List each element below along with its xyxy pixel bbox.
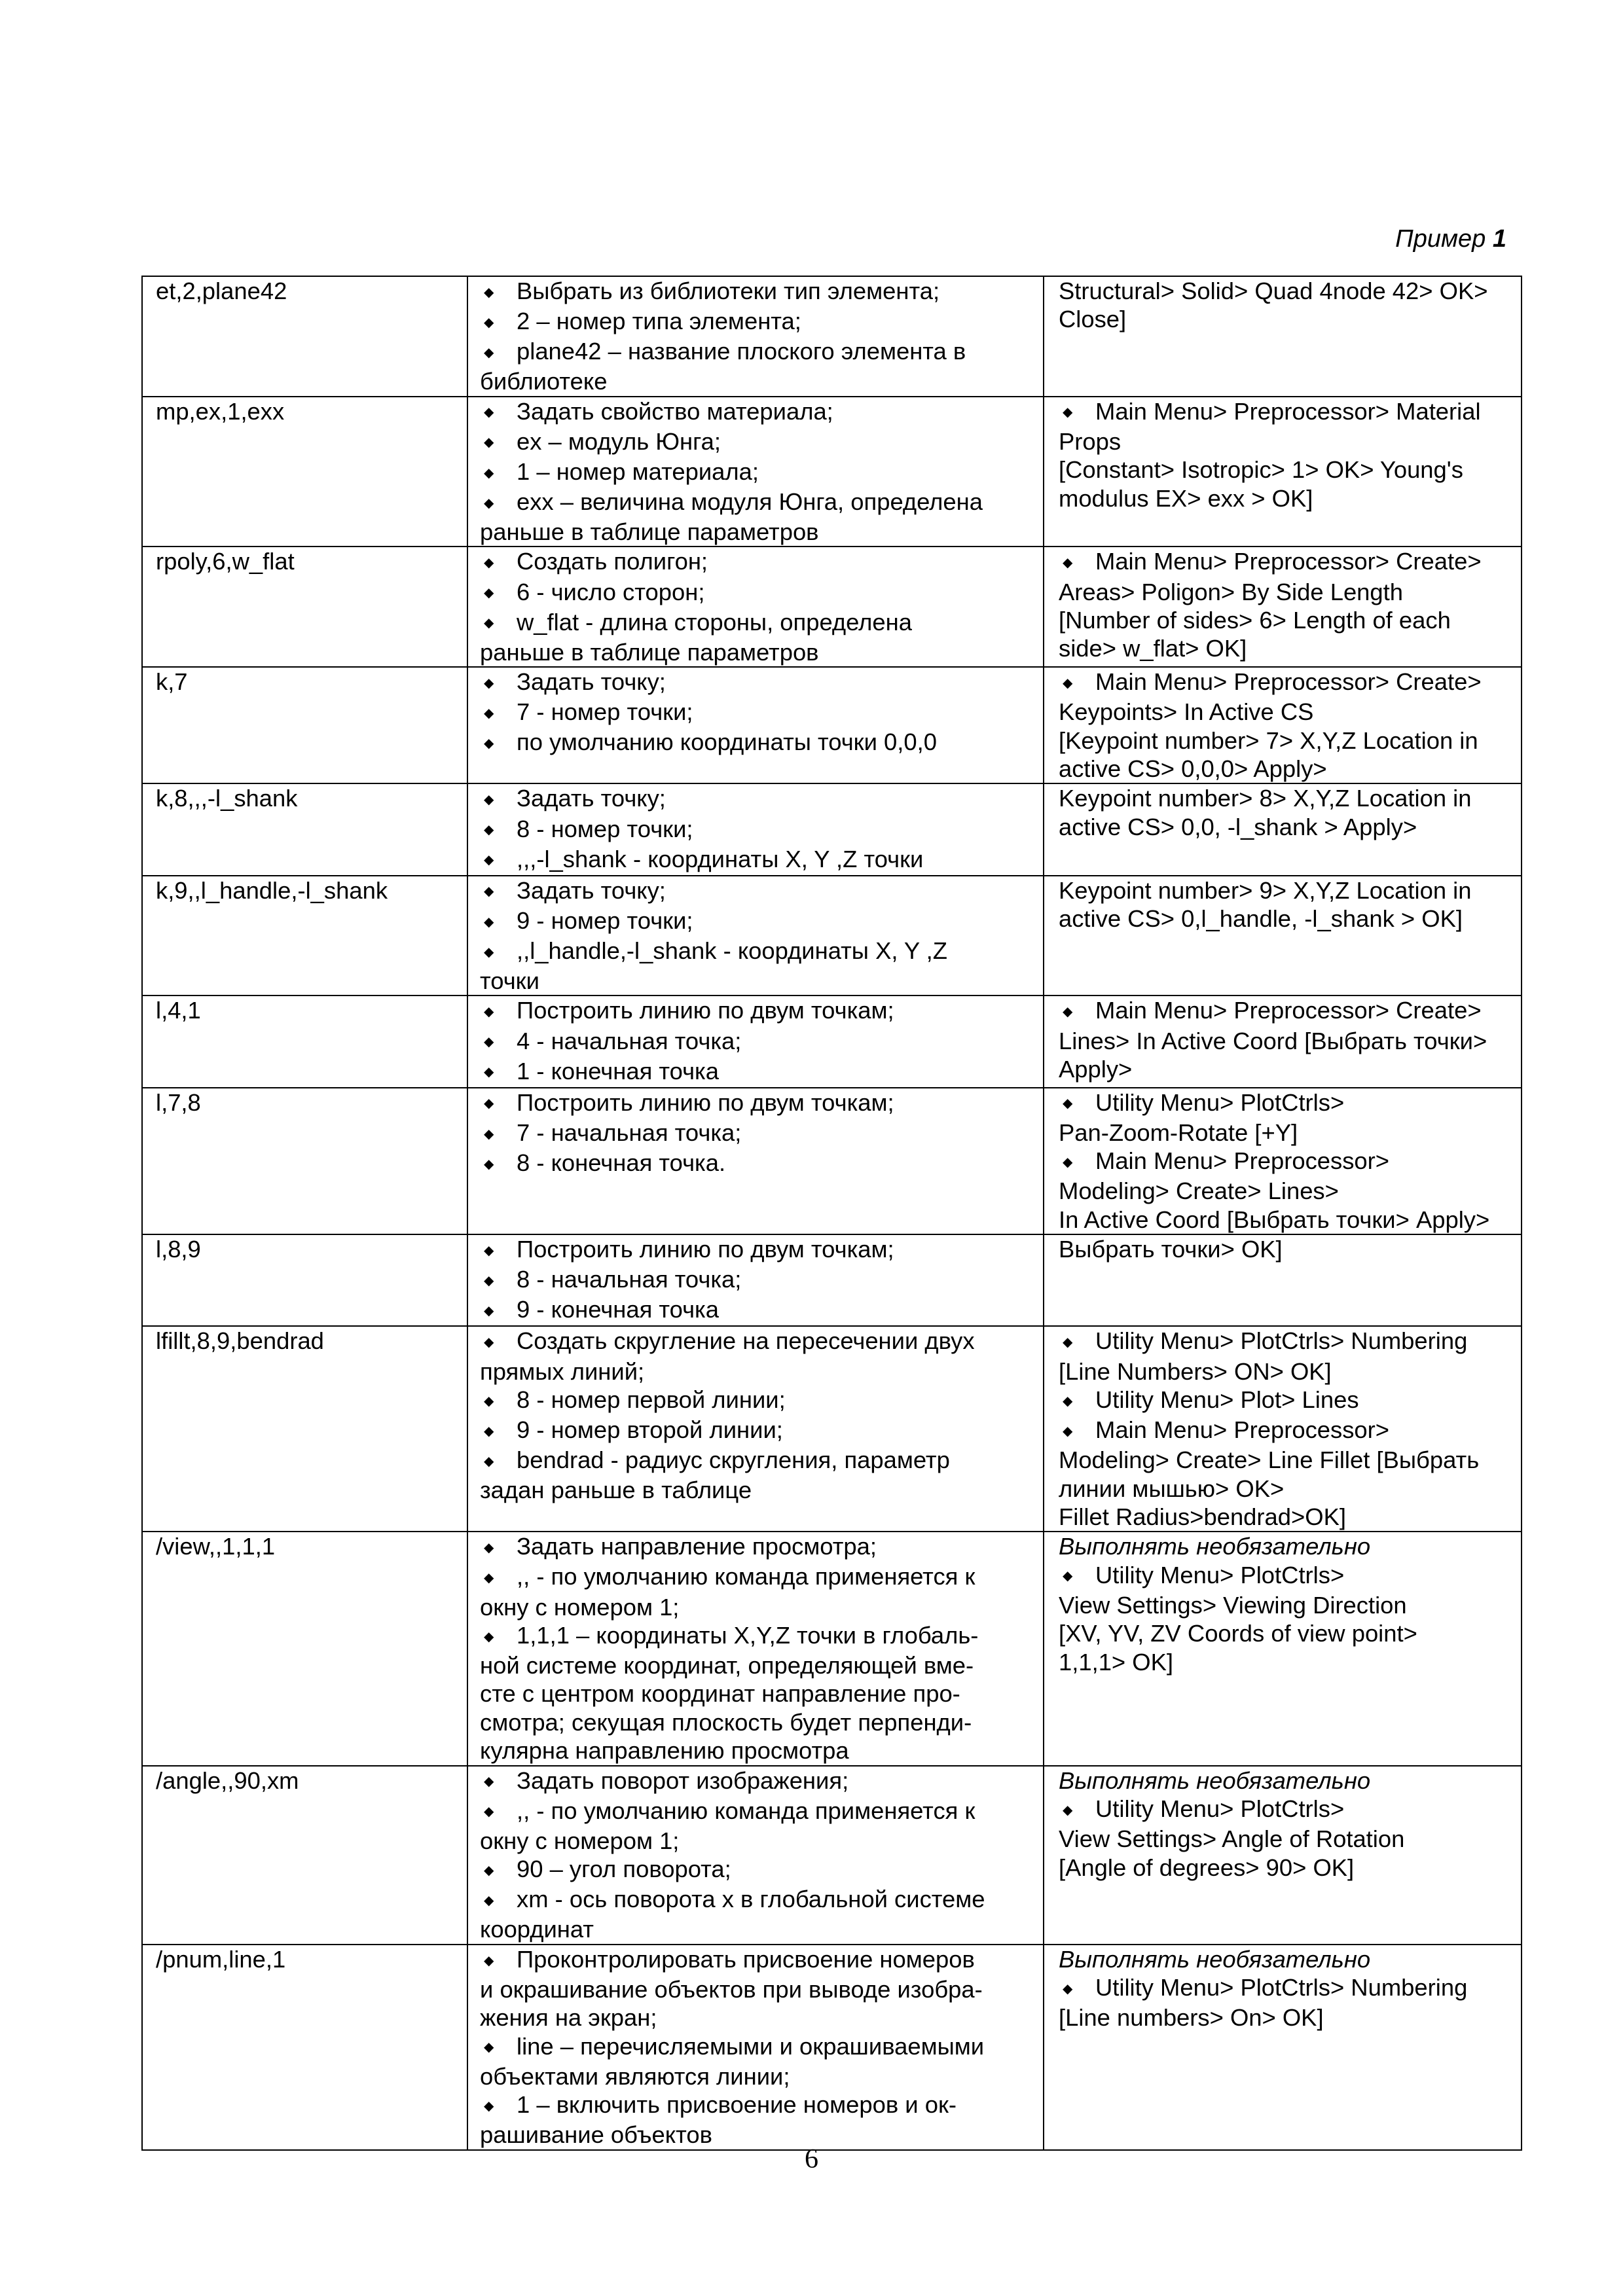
description-bullet-line: ◆ Задать точку;: [480, 876, 1043, 906]
gui-path-line: [Keypoint number> 7> X,Y,Z Location in: [1059, 726, 1478, 754]
gui-path-bullet-line: ◆ Main Menu> Preprocessor> Create>: [1059, 547, 1521, 577]
optional-note: Выполнять необязательно: [1059, 1533, 1371, 1560]
description-bullet-line: ◆ exx – величина модуля Юнга, определена: [480, 488, 1043, 518]
example-label-number: 1: [1492, 225, 1506, 253]
command-cell: [142, 667, 467, 783]
gui-path-line: [Number of sides> 6> Length of each: [1059, 606, 1451, 634]
gui-path-cell: [1044, 547, 1522, 667]
table-row: [142, 996, 1522, 1087]
description-bullet-line: ◆ 8 - начальная точка;: [480, 1265, 1043, 1295]
gui-path-line: active CS> 0,0,0> Apply>: [1059, 755, 1327, 783]
gui-path-line: Fillet Radius>bendrad>OK]: [1059, 1503, 1346, 1530]
description-bullet-line: ◆ line – перечисляемыми и окрашиваемыми: [480, 2032, 1043, 2062]
gui-path-line: Pan-Zoom-Rotate [+Y]: [1059, 1119, 1298, 1146]
gui-path-bullet-line: ◆ Main Menu> Preprocessor>: [1059, 1416, 1521, 1446]
command-cell: [142, 547, 467, 667]
command-text: mp,ex,1,exx: [156, 397, 285, 425]
example-label-prefix: Пример: [1395, 225, 1486, 253]
gui-path-line: Keypoints> In Active CS: [1059, 698, 1314, 726]
command-cell: [142, 276, 467, 397]
command-cell: [142, 783, 467, 875]
command-text: l,4,1: [156, 997, 201, 1024]
optional-note: Выполнять необязательно: [1059, 1945, 1371, 1973]
description-line: объектами являются линии;: [480, 2062, 790, 2090]
description-bullet-line: ◆ 6 - число сторон;: [480, 578, 1043, 608]
gui-path-line: Keypoint number> 9> X,Y,Z Location in: [1059, 876, 1472, 904]
description-bullet-line: ◆ 90 – угол поворота;: [480, 1855, 1043, 1885]
description-line: прямых линий;: [480, 1357, 645, 1385]
description-bullet-line: ◆ Задать точку;: [480, 668, 1043, 698]
description-bullet-line: ◆ xm - ось поворота x в глобальной системе: [480, 1885, 1043, 1915]
gui-path-bullet-line: ◆ Main Menu> Preprocessor> Create>: [1059, 996, 1521, 1026]
command-text: k,8,,,-l_shank: [156, 785, 298, 812]
gui-path-cell: [1044, 1532, 1522, 1765]
gui-path-cell: [1044, 1234, 1522, 1326]
gui-path-cell: [1044, 1945, 1522, 2150]
description-line: и окрашивание объектов при выводе изобра-: [480, 1975, 983, 2003]
description-bullet-line: ◆ 2 – номер типа элемента;: [480, 307, 1043, 337]
description-line: ной системе координат, определяющей вме-: [480, 1652, 974, 1679]
command-cell: [142, 1766, 467, 1945]
description-bullet-line: ◆ 8 - номер первой линии;: [480, 1386, 1043, 1416]
description-cell: [467, 876, 1044, 996]
gui-path-cell: [1044, 876, 1522, 996]
command-cell: [142, 1532, 467, 1765]
description-line: точки: [480, 967, 539, 995]
table-row: [142, 876, 1522, 996]
description-bullet-line: ◆ Задать свойство материала;: [480, 397, 1043, 427]
command-cell: [142, 1234, 467, 1326]
description-line: задан раньше в таблице: [480, 1477, 752, 1504]
description-bullet-line: ◆ 4 - начальная точка;: [480, 1027, 1043, 1057]
command-cell: [142, 1945, 467, 2150]
gui-path-bullet-line: ◆ Main Menu> Preprocessor> Material: [1059, 397, 1521, 427]
description-bullet-line: ◆ 9 - номер второй линии;: [480, 1416, 1043, 1446]
command-text: /view,,1,1,1: [156, 1533, 276, 1560]
description-cell: [467, 1234, 1044, 1326]
command-text: k,9,,l_handle,-l_shank: [156, 876, 388, 904]
table-row: [142, 1766, 1522, 1945]
gui-path-line: Выбрать точки> OK]: [1059, 1236, 1283, 1263]
gui-path-cell: [1044, 783, 1522, 875]
description-bullet-line: ◆ Построить линию по двум точкам;: [480, 1088, 1043, 1119]
description-bullet-line: ◆ 1 – номер материала;: [480, 457, 1043, 488]
description-bullet-line: ◆ 9 - конечная точка: [480, 1295, 1043, 1325]
table-row: [142, 667, 1522, 783]
gui-path-line: [Line Numbers> ON> OK]: [1059, 1357, 1332, 1385]
gui-path-line: View Settings> Angle of Rotation: [1059, 1825, 1405, 1853]
gui-path-line: Structural> Solid> Quad 4node 42> OK>: [1059, 278, 1488, 304]
gui-path-line: 1,1,1> OK]: [1059, 1648, 1173, 1676]
gui-path-cell: [1044, 276, 1522, 397]
command-text: /pnum,line,1: [156, 1945, 286, 1973]
description-bullet-line: ◆ по умолчанию координаты точки 0,0,0: [480, 728, 1043, 758]
description-line: библиотеке: [480, 368, 608, 395]
gui-path-line: Modeling> Create> Lines>: [1059, 1177, 1339, 1205]
command-cell: [142, 1326, 467, 1532]
command-text: /angle,,90,xm: [156, 1767, 299, 1794]
description-line: жения на экран;: [480, 2004, 657, 2032]
description-bullet-line: ◆ 1,1,1 – координаты X,Y,Z точки в глобаль-: [480, 1621, 1043, 1651]
description-cell: [467, 1945, 1044, 2150]
description-line: координат: [480, 1916, 594, 1943]
table-row: [142, 276, 1522, 397]
gui-path-cell: [1044, 1088, 1522, 1234]
description-cell: [467, 547, 1044, 667]
table-row: [142, 1088, 1522, 1234]
command-table-body: [142, 276, 1522, 2150]
description-line: окну с номером 1;: [480, 1827, 680, 1854]
description-bullet-line: ◆ Задать точку;: [480, 784, 1043, 814]
command-cell: [142, 1088, 467, 1234]
command-text: k,7: [156, 668, 188, 696]
description-bullet-line: ◆ Задать направление просмотра;: [480, 1532, 1043, 1562]
gui-path-bullet-line: ◆ Main Menu> Preprocessor>: [1059, 1147, 1521, 1177]
gui-path-line: In Active Coord [Выбрать точки> Apply>: [1059, 1206, 1490, 1233]
table-row: [142, 1326, 1522, 1532]
table-row: [142, 1234, 1522, 1326]
gui-path-line: [Line numbers> On> OK]: [1059, 2004, 1324, 2032]
gui-path-line: [Constant> Isotropic> 1> OK> Young's: [1059, 456, 1463, 484]
description-bullet-line: ◆ ,, - по умолчанию команда применяется к: [480, 1797, 1043, 1827]
description-cell: [467, 996, 1044, 1087]
description-line: рашивание объектов: [480, 2121, 712, 2149]
gui-path-bullet-line: ◆ Utility Menu> Plot> Lines: [1059, 1386, 1521, 1416]
description-bullet-line: ◆ Построить линию по двум точкам;: [480, 1235, 1043, 1265]
description-bullet-line: ◆ 7 - начальная точка;: [480, 1119, 1043, 1149]
table-row: [142, 1945, 1522, 2150]
command-text: l,7,8: [156, 1088, 201, 1116]
description-cell: [467, 783, 1044, 875]
description-cell: [467, 1088, 1044, 1234]
description-line: кулярна направлению просмотра: [480, 1737, 849, 1765]
description-bullet-line: ◆ Проконтролировать присвоение номеров: [480, 1945, 1043, 1975]
gui-path-line: Lines> In Active Coord [Выбрать точки>: [1059, 1027, 1487, 1054]
command-text: lfillt,8,9,bendrad: [156, 1327, 324, 1355]
gui-path-bullet-line: ◆ Utility Menu> PlotCtrls> Numbering: [1059, 1327, 1521, 1357]
description-bullet-line: ◆ plane42 – название плоского элемента в: [480, 337, 1043, 367]
example-label: [1395, 225, 1506, 253]
description-bullet-line: ◆ Построить линию по двум точкам;: [480, 996, 1043, 1026]
command-cell: [142, 876, 467, 996]
description-bullet-line: ◆ 8 - номер точки;: [480, 815, 1043, 845]
gui-path-cell: [1044, 1326, 1522, 1532]
gui-path-line: [XV, YV, ZV Coords of view point>: [1059, 1620, 1417, 1647]
description-line: окну с номером 1;: [480, 1593, 680, 1621]
table-row: [142, 397, 1522, 547]
gui-path-line: modulus EX> exx > OK]: [1059, 484, 1313, 512]
gui-path-line: [Angle of degrees> 90> OK]: [1059, 1854, 1355, 1881]
description-cell: [467, 397, 1044, 547]
table-row: [142, 547, 1522, 667]
description-bullet-line: ◆ ,, - по умолчанию команда применяется к: [480, 1562, 1043, 1592]
description-bullet-line: ◆ 1 - конечная точка: [480, 1057, 1043, 1087]
description-cell: [467, 1326, 1044, 1532]
description-bullet-line: ◆ 1 – включить присвоение номеров и ок-: [480, 2090, 1043, 2121]
description-bullet-line: ◆ Создать полигон;: [480, 547, 1043, 577]
description-bullet-line: ◆ Выбрать из библиотеки тип элемента;: [480, 277, 1043, 307]
table-row: [142, 1532, 1522, 1765]
gui-path-line: Props: [1059, 427, 1122, 455]
gui-path-line: active CS> 0,l_handle, -l_shank > OK]: [1059, 905, 1463, 933]
description-bullet-line: ◆ 7 - номер точки;: [480, 698, 1043, 728]
command-text: l,8,9: [156, 1236, 201, 1263]
gui-path-line: active CS> 0,0, -l_shank > Apply>: [1059, 813, 1417, 840]
description-bullet-line: ◆ ,,l_handle,-l_shank - координаты X, Y ,Z: [480, 937, 1043, 967]
description-cell: [467, 276, 1044, 397]
description-line: сте с центром координат направление про-: [480, 1680, 960, 1708]
description-cell: [467, 667, 1044, 783]
command-cell: [142, 996, 467, 1087]
gui-path-cell: [1044, 397, 1522, 547]
command-table: [141, 276, 1522, 2151]
gui-path-line: Apply>: [1059, 1055, 1133, 1083]
gui-path-bullet-line: ◆ Utility Menu> PlotCtrls>: [1059, 1795, 1521, 1825]
description-bullet-line: ◆ ,,,-l_shank - координаты X, Y ,Z точки: [480, 845, 1043, 875]
gui-path-cell: [1044, 667, 1522, 783]
table-row: [142, 783, 1522, 875]
description-line: раньше в таблице параметров: [480, 638, 819, 666]
description-bullet-line: ◆ bendrad - радиус скругления, параметр: [480, 1446, 1043, 1476]
gui-path-line: side> w_flat> OK]: [1059, 635, 1247, 662]
description-cell: [467, 1766, 1044, 1945]
gui-path-line: View Settings> Viewing Direction: [1059, 1591, 1407, 1619]
gui-path-bullet-line: ◆ Utility Menu> PlotCtrls>: [1059, 1561, 1521, 1591]
gui-path-bullet-line: ◆ Utility Menu> PlotCtrls>: [1059, 1088, 1521, 1119]
gui-path-cell: [1044, 1766, 1522, 1945]
gui-path-line: Close]: [1059, 306, 1127, 333]
gui-path-line: Keypoint number> 8> X,Y,Z Location in: [1059, 785, 1472, 812]
description-bullet-line: ◆ 9 - номер точки;: [480, 906, 1043, 937]
description-cell: [467, 1532, 1044, 1765]
description-bullet-line: ◆ w_flat - длина стороны, определена: [480, 608, 1043, 638]
gui-path-bullet-line: ◆ Main Menu> Preprocessor> Create>: [1059, 668, 1521, 698]
gui-path-cell: [1044, 996, 1522, 1087]
gui-path-line: Modeling> Create> Line Fillet [Выбрать: [1059, 1446, 1480, 1474]
command-cell: [142, 397, 467, 547]
command-text: rpoly,6,w_flat: [156, 548, 295, 575]
description-bullet-line: ◆ ex – модуль Юнга;: [480, 427, 1043, 457]
description-bullet-line: ◆ 8 - конечная точка.: [480, 1149, 1043, 1179]
gui-path-bullet-line: ◆ Utility Menu> PlotCtrls> Numbering: [1059, 1973, 1521, 2003]
description-line: смотра; секущая плоскость будет перпенди-: [480, 1708, 972, 1736]
description-bullet-line: ◆ Создать скругление на пересечении двух: [480, 1327, 1043, 1357]
optional-note: Выполнять необязательно: [1059, 1767, 1371, 1794]
gui-path-line: Areas> Poligon> By Side Length: [1059, 578, 1404, 605]
command-text: et,2,plane42: [156, 278, 287, 304]
description-line: раньше в таблице параметров: [480, 518, 819, 546]
page-number: 6: [805, 2144, 818, 2174]
gui-path-line: линии мышью> OK>: [1059, 1475, 1285, 1502]
description-bullet-line: ◆ Задать поворот изображения;: [480, 1767, 1043, 1797]
